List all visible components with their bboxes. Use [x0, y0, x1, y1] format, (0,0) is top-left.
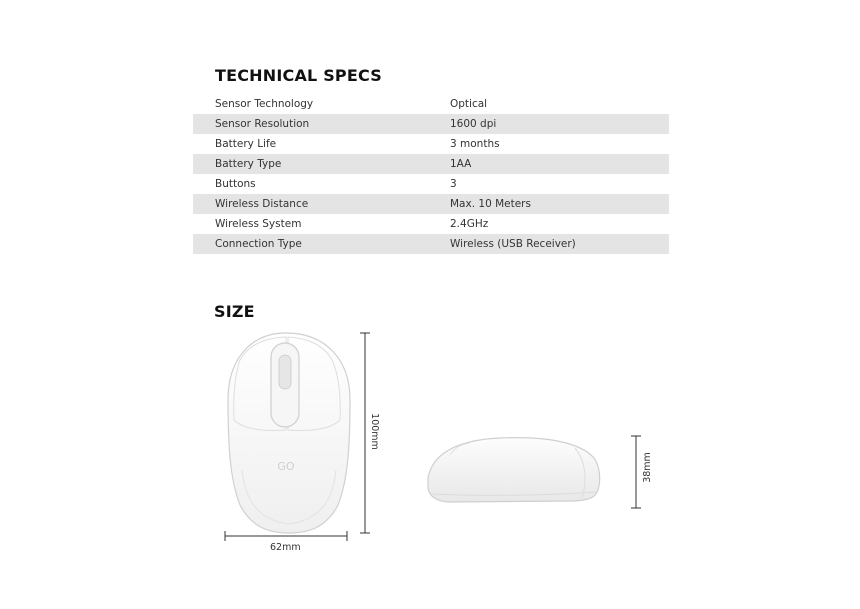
spec-name: Battery Life	[215, 138, 277, 150]
height-dimension	[631, 436, 641, 508]
spec-value: Wireless (USB Receiver)	[450, 238, 576, 250]
scroll-wheel-icon	[279, 355, 291, 389]
spec-value: Max. 10 Meters	[450, 198, 531, 210]
spec-name: Sensor Resolution	[215, 118, 310, 130]
spec-name: Connection Type	[215, 238, 302, 250]
width-label: 62mm	[270, 542, 301, 553]
spec-value: 1AA	[450, 158, 472, 170]
mouse-side-view	[428, 438, 600, 502]
height-label: 38mm	[641, 452, 653, 483]
go-logo: GO	[277, 460, 295, 473]
spec-value: 3 months	[450, 138, 500, 150]
spec-value: 2.4GHz	[450, 218, 489, 230]
spec-name: Battery Type	[215, 158, 282, 170]
length-label: 100mm	[368, 413, 380, 450]
spec-name: Wireless System	[215, 218, 302, 230]
mouse-top-view	[228, 333, 350, 533]
technical-specs-title: TECHNICAL SPECS	[215, 66, 382, 85]
spec-name: Buttons	[215, 178, 256, 190]
spec-value: 1600 dpi	[450, 118, 497, 130]
spec-value: Optical	[450, 98, 488, 110]
spec-value: 3	[450, 178, 457, 190]
spec-name: Wireless Distance	[215, 198, 309, 210]
size-title: SIZE	[214, 302, 255, 321]
spec-name: Sensor Technology	[215, 98, 314, 110]
